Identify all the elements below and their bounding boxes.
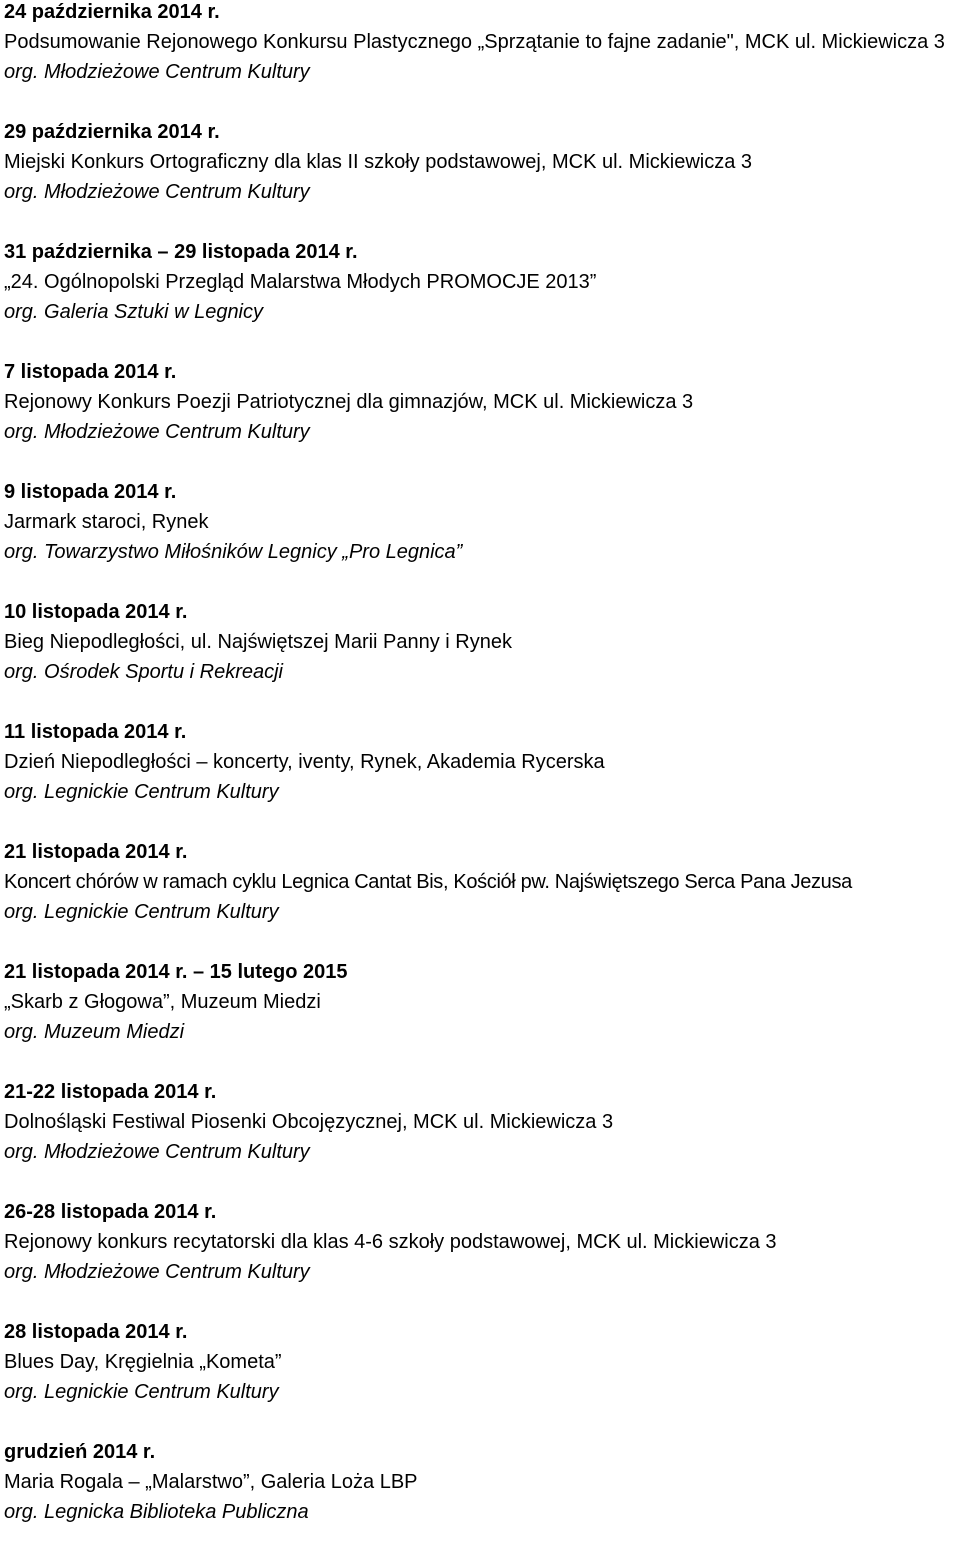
event-title: Rejonowy konkurs recytatorski dla klas 4-6 szkoły podstawowej, MCK ul. Mickiewicza 3: [4, 1231, 777, 1253]
event-organizer: org. Młodzieżowe Centrum Kultury: [4, 421, 310, 443]
event-title: „Skarb z Głogowa”, Muzeum Miedzi: [4, 991, 321, 1013]
event-entry: [4, 597, 958, 687]
event-entry: [4, 1197, 958, 1287]
event-organizer: org. Legnickie Centrum Kultury: [4, 1381, 279, 1403]
event-title: Jarmark staroci, Rynek: [4, 511, 209, 533]
event-organizer: org. Legnicka Biblioteka Publiczna: [4, 1501, 309, 1523]
event-list: [4, 0, 958, 1557]
event-title: Dzień Niepodległości – koncerty, iventy, Rynek, Akademia Rycerska: [4, 751, 605, 773]
event-date: 28 listopada 2014 r.: [4, 1321, 188, 1343]
event-title: Maria Rogala – „Malarstwo”, Galeria Loża LBP: [4, 1471, 418, 1493]
event-date: 24 października 2014 r.: [4, 1, 220, 23]
event-title: Podsumowanie Rejonowego Konkursu Plastycznego „Sprzątanie to fajne zadanie", MCK ul. Mickiewicza 3: [4, 31, 945, 53]
event-entry: [4, 1437, 958, 1527]
event-organizer: org. Legnickie Centrum Kultury: [4, 781, 279, 803]
event-date: 29 października 2014 r.: [4, 121, 220, 143]
event-entry: [4, 237, 958, 327]
event-title: Bieg Niepodległości, ul. Najświętszej Marii Panny i Rynek: [4, 631, 512, 653]
event-entry: [4, 357, 958, 447]
event-title: Koncert chórów w ramach cyklu Legnica Cantat Bis, Kościół pw. Najświętszego Serca Pana Jezusa: [4, 871, 852, 893]
event-title: Rejonowy Konkurs Poezji Patriotycznej dla gimnazjów, MCK ul. Mickiewicza 3: [4, 391, 694, 413]
event-title: Blues Day, Kręgielnia „Kometa”: [4, 1351, 282, 1373]
event-date: 7 listopada 2014 r.: [4, 361, 177, 383]
event-date: grudzień 2014 r.: [4, 1441, 156, 1463]
event-date: 31 października – 29 listopada 2014 r.: [4, 241, 358, 263]
event-entry: [4, 117, 958, 207]
event-organizer: org. Towarzystwo Miłośników Legnicy „Pro Legnica”: [4, 541, 463, 563]
event-organizer: org. Młodzieżowe Centrum Kultury: [4, 1261, 310, 1283]
event-organizer: org. Młodzieżowe Centrum Kultury: [4, 181, 310, 203]
event-date: 11 listopada 2014 r.: [4, 721, 187, 743]
event-entry: [4, 1317, 958, 1407]
event-organizer: org. Muzeum Miedzi: [4, 1021, 185, 1043]
event-entry: [4, 477, 958, 567]
event-date: 26-28 listopada 2014 r.: [4, 1201, 217, 1223]
event-entry: [4, 0, 958, 87]
event-title: Dolnośląski Festiwal Piosenki Obcojęzycznej, MCK ul. Mickiewicza 3: [4, 1111, 614, 1133]
event-organizer: org. Młodzieżowe Centrum Kultury: [4, 61, 310, 83]
event-title: „24. Ogólnopolski Przegląd Malarstwa Młodych PROMOCJE 2013”: [4, 271, 597, 293]
event-title: Miejski Konkurs Ortograficzny dla klas II szkoły podstawowej, MCK ul. Mickiewicza 3: [4, 151, 753, 173]
event-date: 21 listopada 2014 r.: [4, 841, 188, 863]
event-date: 9 listopada 2014 r.: [4, 481, 177, 503]
event-date: 10 listopada 2014 r.: [4, 601, 188, 623]
event-date: 21-22 listopada 2014 r.: [4, 1081, 217, 1103]
event-organizer: org. Legnickie Centrum Kultury: [4, 901, 279, 923]
event-entry: [4, 717, 958, 807]
event-organizer: org. Galeria Sztuki w Legnicy: [4, 301, 264, 323]
event-organizer: org. Młodzieżowe Centrum Kultury: [4, 1141, 310, 1163]
event-organizer: org. Ośrodek Sportu i Rekreacji: [4, 661, 284, 683]
event-date: 21 listopada 2014 r. – 15 lutego 2015: [4, 961, 348, 983]
event-entry: [4, 1077, 958, 1167]
event-entry: [4, 837, 958, 927]
event-entry: [4, 957, 958, 1047]
